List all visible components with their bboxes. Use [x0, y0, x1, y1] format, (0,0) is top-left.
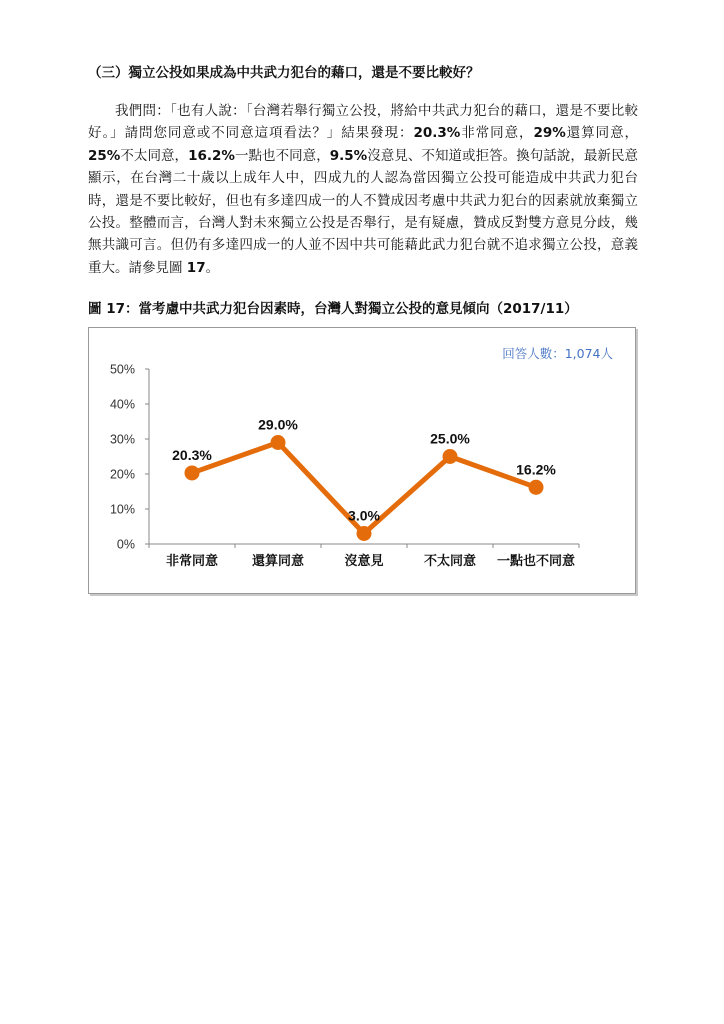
data-label: 3.0% — [348, 507, 380, 524]
figure-caption: 圖 17：當考慮中共武力犯台因素時，台灣人對獨立公投的意見傾向（2017/11） — [88, 301, 578, 317]
paragraph-text: 我們問：「也有人說：「台灣若舉行獨立公投，將給中共武力犯台的藉口，還是不要比較好。」請問您同意或不同意這項看法？」結果發現： — [88, 103, 638, 142]
y-tick-label: 50% — [109, 362, 135, 377]
data-label: 16.2% — [516, 461, 556, 478]
section-heading: （三）獨立公投如果成為中共武力犯台的藉口，還是不要比較好？ — [88, 65, 480, 81]
line-chart — [89, 328, 635, 593]
data-point — [443, 449, 458, 464]
paragraph-figure: 17 — [186, 259, 206, 276]
data-label: 29.0% — [258, 416, 298, 433]
paragraph-text: 不太同意， — [120, 147, 189, 164]
paragraph-text: 一點也不同意， — [234, 147, 330, 164]
paragraph-figure: 9.5% — [329, 147, 368, 164]
body-paragraph — [88, 100, 638, 279]
data-point — [357, 526, 372, 541]
chart-frame — [88, 327, 636, 594]
y-tick-label: 0% — [116, 537, 135, 552]
paragraph-text: 還算同意， — [565, 125, 639, 142]
x-category-label: 不太同意 — [423, 554, 477, 569]
paragraph-figure: 25% — [88, 147, 121, 164]
paragraph-figure: 20.3% — [413, 125, 461, 142]
data-point — [271, 435, 286, 450]
data-point — [185, 465, 200, 480]
paragraph-figure: 16.2% — [188, 147, 235, 164]
x-category-label: 沒意見 — [344, 554, 384, 569]
data-point — [529, 480, 544, 495]
x-category-label: 一點也不同意 — [496, 554, 576, 569]
paragraph-text: 沒意見、不知道或拒答。換句話說，最新民意顯示，在台灣二十歲以上成年人中，四成九的人認為當因獨立公投可能造成中共武力犯台時，還是不要比較好，但也有多達四成一的人不贊成因考慮中共武力犯台的因素就放棄獨立公投。整體而言，台灣人對未來獨立公投是否舉行，是有疑慮，贊成反對雙方意見分歧，幾無共識可言。但仍有多達四成一的人並不因中共可能藉此武力犯台就不追求獨立公投，意義重大。請參見圖 — [88, 147, 639, 276]
x-category-label: 還算同意 — [251, 554, 305, 569]
y-tick-label: 30% — [109, 432, 135, 447]
y-tick-label: 10% — [109, 502, 135, 517]
paragraph-text: 非常同意， — [460, 125, 534, 142]
data-label: 20.3% — [172, 446, 212, 463]
data-label: 25.0% — [430, 430, 470, 447]
paragraph-figure: 29% — [533, 125, 566, 142]
y-tick-label: 40% — [109, 397, 135, 412]
respondents-count: 回答人數：1,074人 — [502, 346, 613, 361]
paragraph-text: 。 — [205, 259, 220, 276]
y-tick-label: 20% — [109, 467, 135, 482]
x-category-label: 非常同意 — [165, 554, 219, 569]
